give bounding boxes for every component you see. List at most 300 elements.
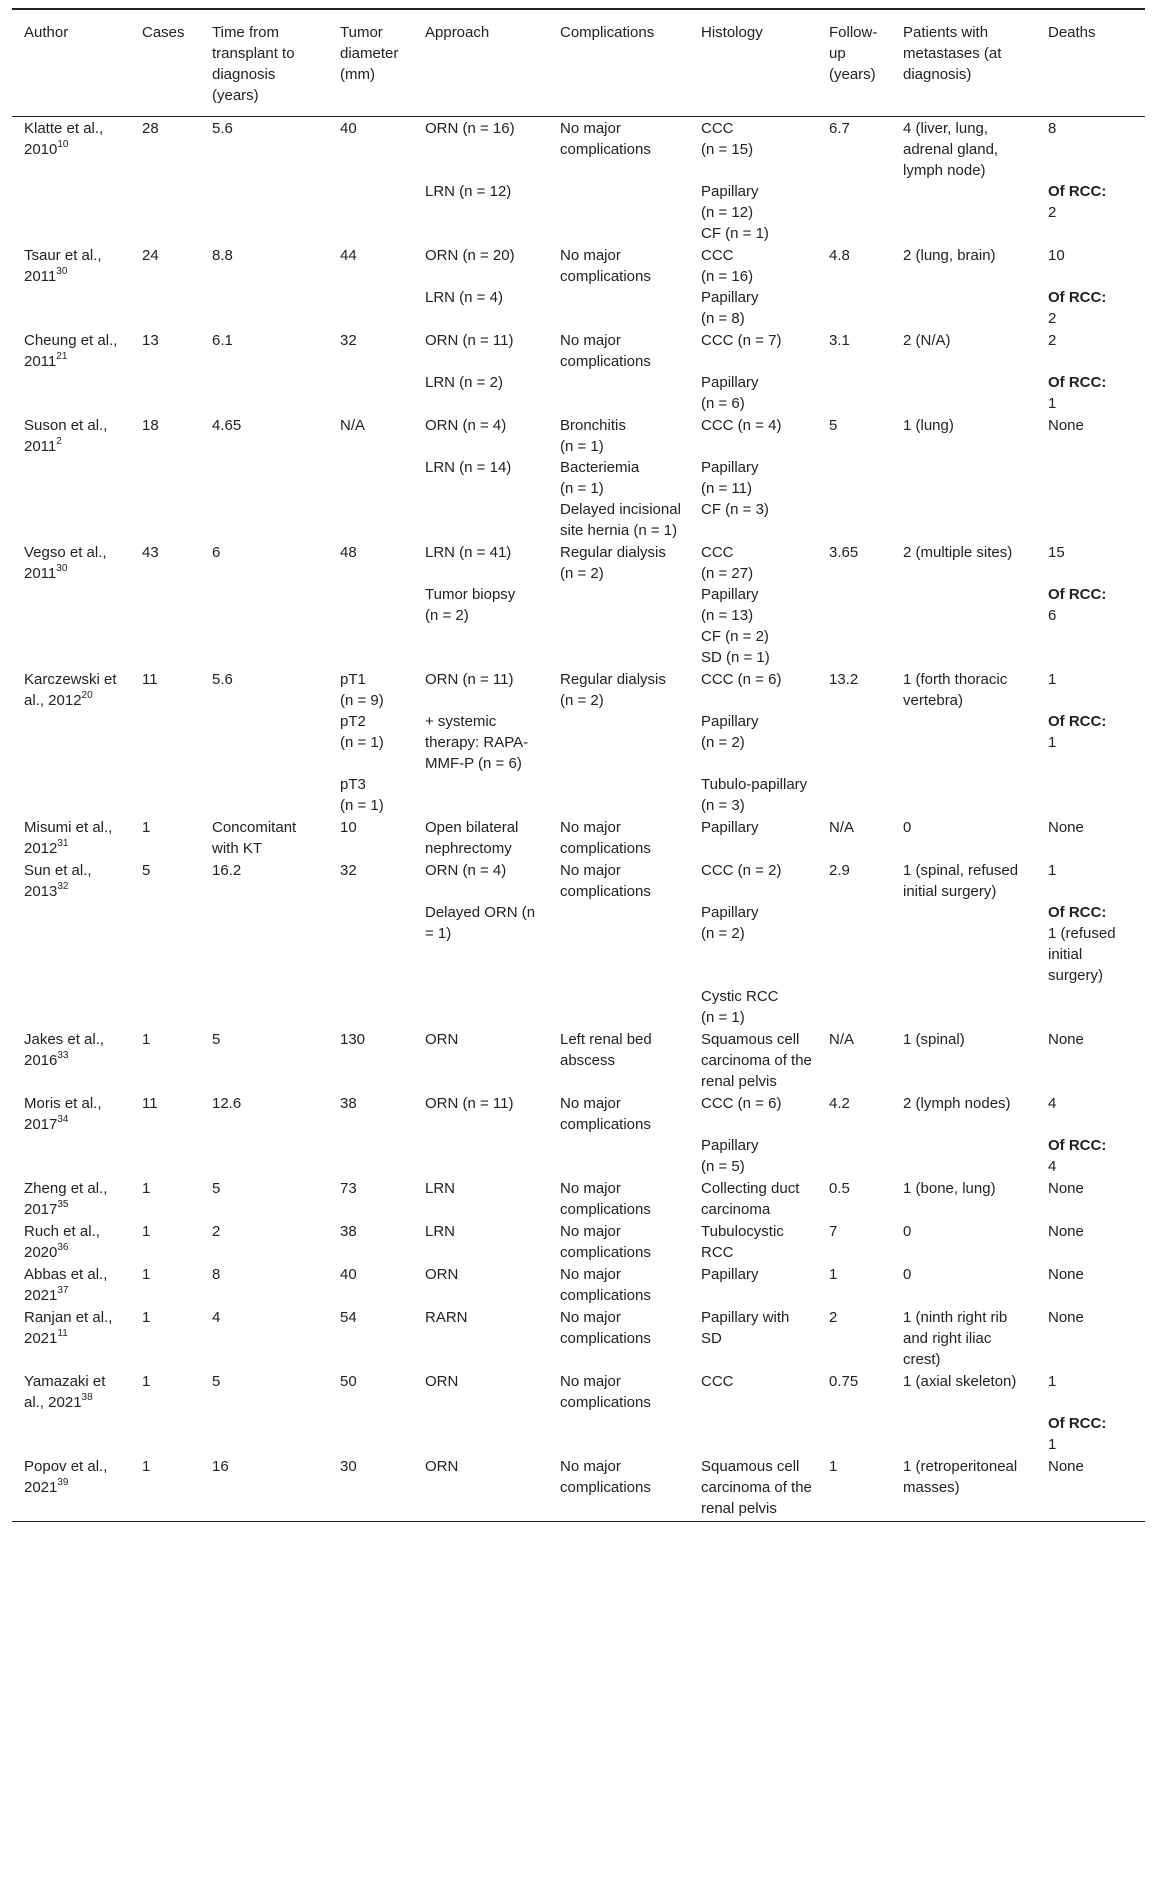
cases-cell: 1 [142, 1180, 151, 1197]
metastases-cell: 0 [903, 819, 912, 836]
approach-cell: Delayed ORN (n = 1) [425, 904, 536, 942]
approach-cell: ORN [425, 1373, 459, 1390]
table-row [12, 816, 1145, 859]
diameter-cell: 130 [340, 1031, 366, 1048]
complications-cell [548, 1135, 689, 1177]
diameter-cell [328, 372, 413, 414]
diameter-cell: N/A [340, 417, 366, 434]
table-row [12, 1028, 1145, 1092]
complications-cell: No major complications [560, 819, 651, 857]
histology-cell: Papillary with SD [701, 1309, 790, 1347]
diameter-cell: pT3 (n = 1) [340, 776, 384, 814]
histology-cell: Tubulo-papillary (n = 3) [701, 776, 808, 814]
diameter-cell: 30 [340, 1458, 357, 1475]
deaths-cell: Of RCC: 1 [1048, 374, 1107, 412]
time-cell: 5 [212, 1373, 221, 1390]
approach-cell: LRN [425, 1180, 456, 1197]
table-row [12, 626, 1145, 668]
follow-up-cell [817, 1413, 891, 1455]
follow-up-cell: 6.7 [829, 120, 850, 137]
metastases-cell [891, 181, 1036, 244]
table-row [12, 1455, 1145, 1522]
metastases-cell: 0 [903, 1223, 912, 1240]
metastases-cell [891, 457, 1036, 541]
author-cell: Popov et al., 2021$^{39}$ [24, 1458, 108, 1496]
approach-cell: LRN (n = 12) [425, 183, 512, 200]
subtotal-label: Of RCC: [1048, 374, 1107, 391]
approach-cell: ORN [425, 1458, 459, 1475]
table-row [12, 902, 1145, 986]
histology-cell: Squamous cell carcinoma of the renal pelvis [701, 1458, 812, 1517]
histology-cell: Collecting duct carcinoma [701, 1180, 800, 1218]
time-cell: 5 [212, 1031, 221, 1048]
time-cell: 8 [212, 1266, 221, 1283]
table-row [12, 1413, 1145, 1455]
histology-cell: CCC [701, 1373, 734, 1390]
deaths-cell: None [1048, 1223, 1084, 1240]
author-cell: Karczewski et al., 2012$^{20}$ [24, 671, 117, 709]
author-cell: Vegso et al., 2011$^{30}$ [24, 544, 107, 582]
complications-cell: No major complications [560, 1309, 651, 1347]
metastases-cell: 2 (multiple sites) [903, 544, 1013, 561]
table-row [12, 1370, 1145, 1413]
table-row [12, 244, 1145, 287]
cases-cell: 18 [142, 417, 159, 434]
metastases-cell: 1 (retroperitoneal masses) [903, 1458, 1018, 1496]
complications-cell [548, 584, 689, 626]
diameter-cell: 54 [340, 1309, 357, 1326]
reference-superscript: 32 [57, 881, 69, 892]
cases-cell: 43 [142, 544, 159, 561]
author-cell [12, 287, 130, 329]
complications-cell [548, 181, 689, 244]
header-metastases: Patients with metastases (at diagnosis) [903, 24, 1002, 83]
histology-cell: CCC (n = 6) [701, 1095, 782, 1112]
author-cell [12, 584, 130, 626]
table-row [12, 1220, 1145, 1263]
diameter-cell [328, 584, 413, 626]
table-row [12, 329, 1145, 372]
follow-up-cell [817, 711, 891, 774]
header-histology: Histology [701, 24, 763, 41]
deaths-cell: 1 [1048, 671, 1057, 688]
cases-cell [130, 287, 200, 329]
complications-cell [548, 626, 689, 668]
complications-cell [548, 1413, 689, 1455]
complications-cell: Regular dialysis (n = 2) [560, 671, 666, 709]
histology-cell: Squamous cell carcinoma of the renal pelvis [701, 1031, 812, 1090]
reference-superscript: 21 [56, 351, 68, 362]
approach-cell: ORN (n = 11) [425, 1095, 514, 1112]
cases-cell [130, 1135, 200, 1177]
follow-up-cell [817, 584, 891, 626]
histology-cell: CCC (n = 15) [701, 120, 754, 158]
diameter-cell: 32 [340, 332, 357, 349]
author-cell [12, 1135, 130, 1177]
diameter-cell [328, 181, 413, 244]
approach-cell [413, 626, 548, 668]
table-row [12, 181, 1145, 244]
cases-cell: 13 [142, 332, 159, 349]
follow-up-cell: N/A [829, 819, 855, 836]
deaths-cell: 1 [1048, 1373, 1057, 1390]
reference-superscript: 33 [57, 1050, 69, 1061]
diameter-cell [328, 457, 413, 541]
deaths-cell: 4 [1048, 1095, 1057, 1112]
histology-cell: Papillary (n = 6) [701, 374, 759, 412]
complications-cell: No major complications [560, 120, 651, 158]
approach-cell: ORN (n = 4) [425, 862, 507, 879]
time-cell [200, 902, 328, 986]
complications-cell [548, 287, 689, 329]
time-cell: 4.65 [212, 417, 242, 434]
follow-up-cell: 4.8 [829, 247, 850, 264]
metastases-cell: 1 (axial skeleton) [903, 1373, 1017, 1390]
time-cell: 6.1 [212, 332, 233, 349]
metastases-cell [891, 1135, 1036, 1177]
complications-cell: No major complications [560, 332, 651, 370]
complications-cell: No major complications [560, 1095, 651, 1133]
reference-superscript: 34 [57, 1114, 69, 1125]
cases-cell [130, 584, 200, 626]
histology-cell: Papillary (n = 2) [701, 713, 759, 751]
deaths-cell: 15 [1048, 544, 1065, 561]
diameter-cell: 40 [340, 120, 357, 137]
approach-cell: LRN [425, 1223, 456, 1240]
reference-superscript: 37 [57, 1285, 69, 1296]
follow-up-cell: 7 [829, 1223, 838, 1240]
header-tumor-diameter: Tumor diameter (mm) [340, 24, 399, 83]
diameter-cell: 50 [340, 1373, 357, 1390]
approach-cell: LRN (n = 2) [425, 374, 503, 391]
approach-cell: ORN [425, 1031, 459, 1048]
metastases-cell: 2 (lymph nodes) [903, 1095, 1011, 1112]
reference-superscript: 39 [57, 1477, 69, 1488]
diameter-cell [328, 986, 413, 1028]
author-cell [12, 372, 130, 414]
time-cell: 5.6 [212, 120, 233, 137]
deaths-cell: None [1048, 1180, 1084, 1197]
histology-cell: CCC (n = 7) [701, 332, 782, 349]
diameter-cell: 73 [340, 1180, 357, 1197]
table-row [12, 414, 1145, 457]
author-cell: Suson et al., 2011$^2$ [24, 417, 108, 455]
diameter-cell [328, 902, 413, 986]
time-cell: 4 [212, 1309, 221, 1326]
approach-cell: ORN (n = 11) [425, 332, 514, 349]
diameter-cell: 10 [340, 819, 357, 836]
subtotal-label: Of RCC: [1048, 586, 1107, 603]
deaths-cell: None [1048, 1266, 1084, 1283]
histology-cell: CCC (n = 4) [701, 417, 782, 434]
histology-cell: CCC (n = 27) [701, 544, 754, 582]
diameter-cell: pT2 (n = 1) [340, 713, 384, 751]
diameter-cell: 40 [340, 1266, 357, 1283]
approach-cell [413, 986, 548, 1028]
follow-up-cell: 1 [829, 1458, 838, 1475]
cases-cell [130, 774, 200, 816]
cases-cell: 1 [142, 1309, 151, 1326]
histology-cell: Papillary (n = 11) CF (n = 3) [701, 459, 769, 518]
reference-superscript: 30 [56, 266, 68, 277]
histology-cell: CCC (n = 16) [701, 247, 754, 285]
subtotal-label: Of RCC: [1048, 183, 1107, 200]
cases-cell [130, 457, 200, 541]
deaths-cell: Of RCC: 1 [1048, 1415, 1107, 1453]
author-cell: Abbas et al., 2021$^{37}$ [24, 1266, 108, 1304]
complications-cell [548, 902, 689, 986]
histology-cell: CCC (n = 2) [701, 862, 782, 879]
table-row [12, 859, 1145, 902]
subtotal-label: Of RCC: [1048, 1415, 1107, 1432]
header-complications: Complications [560, 24, 655, 41]
deaths-cell [1036, 774, 1145, 816]
time-cell: 8.8 [212, 247, 233, 264]
deaths-cell: None [1048, 819, 1084, 836]
deaths-cell: Of RCC: 1 [1048, 713, 1107, 751]
metastases-cell [891, 1413, 1036, 1455]
histology-cell: Papillary (n = 2) [701, 904, 759, 942]
cases-cell [130, 181, 200, 244]
header-follow-up: Follow-up (years) [829, 24, 878, 83]
follow-up-cell [817, 626, 891, 668]
follow-up-cell [817, 287, 891, 329]
deaths-cell: 8 [1048, 120, 1057, 137]
approach-cell [413, 1413, 548, 1455]
author-cell: Sun et al., 2013$^{32}$ [24, 862, 92, 900]
cases-cell: 1 [142, 819, 151, 836]
complications-cell [548, 986, 689, 1028]
header-author: Author [24, 24, 69, 41]
table-row [12, 287, 1145, 329]
cases-cell: 1 [142, 1373, 151, 1390]
diameter-cell [328, 626, 413, 668]
deaths-cell: Of RCC: 1 (refused initial surgery) [1048, 904, 1116, 984]
complications-cell: No major complications [560, 1373, 651, 1411]
table-row [12, 711, 1145, 774]
complications-cell: No major complications [560, 1458, 651, 1496]
author-cell [12, 1413, 130, 1455]
histology-cell: Papillary (n = 5) [701, 1137, 759, 1175]
cases-cell: 24 [142, 247, 159, 264]
deaths-cell: 2 [1048, 332, 1057, 349]
metastases-cell [891, 986, 1036, 1028]
table-row [12, 372, 1145, 414]
follow-up-cell [817, 181, 891, 244]
cases-cell [130, 626, 200, 668]
follow-up-cell: 3.65 [829, 544, 859, 561]
time-cell [200, 584, 328, 626]
approach-cell [413, 774, 548, 816]
approach-cell: ORN (n = 16) [425, 120, 515, 137]
header-row [12, 9, 1145, 117]
time-cell [200, 457, 328, 541]
histology-cell: Papillary [701, 819, 759, 836]
author-cell [12, 457, 130, 541]
table-row [12, 1177, 1145, 1220]
approach-cell: LRN (n = 4) [425, 289, 503, 306]
cases-cell: 5 [142, 862, 151, 879]
follow-up-cell [817, 457, 891, 541]
cases-cell: 11 [142, 671, 158, 688]
metastases-cell [891, 626, 1036, 668]
time-cell [200, 1135, 328, 1177]
table-row [12, 668, 1145, 711]
subtotal-label: Of RCC: [1048, 904, 1107, 921]
author-cell [12, 181, 130, 244]
complications-cell: No major complications [560, 1180, 651, 1218]
time-cell: 16 [212, 1458, 229, 1475]
subtotal-label: Of RCC: [1048, 713, 1107, 730]
complications-cell: No major complications [560, 1223, 651, 1261]
approach-cell: RARN [425, 1309, 468, 1326]
author-cell [12, 626, 130, 668]
approach-cell: ORN (n = 20) [425, 247, 515, 264]
table-row [12, 1306, 1145, 1370]
author-cell: Moris et al., 2017$^{34}$ [24, 1095, 102, 1133]
diameter-cell [328, 1413, 413, 1455]
histology-cell: Tubulocystic RCC [701, 1223, 784, 1261]
time-cell [200, 1413, 328, 1455]
reference-superscript: 31 [57, 838, 69, 849]
follow-up-cell [817, 774, 891, 816]
approach-cell: LRN (n = 41) [425, 544, 512, 561]
deaths-cell: Of RCC: 2 [1048, 289, 1107, 327]
metastases-cell: 1 (bone, lung) [903, 1180, 996, 1197]
time-cell [200, 626, 328, 668]
deaths-cell [1036, 457, 1145, 541]
follow-up-cell [817, 986, 891, 1028]
complications-cell: No major complications [560, 1266, 651, 1304]
reference-superscript: 30 [56, 563, 68, 574]
header-time-to-diagnosis: Time from transplant to diagnosis (years) [212, 24, 295, 104]
follow-up-cell: 2 [829, 1309, 838, 1326]
approach-cell: ORN (n = 11) [425, 671, 514, 688]
approach-cell: LRN (n = 14) [425, 459, 512, 476]
table-row [12, 1263, 1145, 1306]
approach-cell [413, 1135, 548, 1177]
histology-cell: Papillary (n = 13) [701, 586, 759, 624]
cases-cell: 28 [142, 120, 159, 137]
table-row [12, 986, 1145, 1028]
time-cell: 16.2 [212, 862, 242, 879]
approach-cell: Open bilateral nephrectomy [425, 819, 519, 857]
time-cell: 12.6 [212, 1095, 242, 1112]
reference-superscript: 35 [57, 1199, 69, 1210]
cases-cell: 1 [142, 1458, 151, 1475]
follow-up-cell: 0.75 [829, 1373, 859, 1390]
deaths-cell [1036, 986, 1145, 1028]
cases-cell: 1 [142, 1223, 151, 1240]
time-cell [200, 287, 328, 329]
cases-cell: 1 [142, 1266, 151, 1283]
diameter-cell: 48 [340, 544, 357, 561]
time-cell: 2 [212, 1223, 221, 1240]
diameter-cell: pT1 (n = 9) [340, 671, 384, 709]
cases-cell [130, 986, 200, 1028]
metastases-cell: 2 (lung, brain) [903, 247, 996, 264]
deaths-cell: Of RCC: 4 [1048, 1137, 1107, 1175]
table-row [12, 541, 1145, 584]
diameter-cell: 44 [340, 247, 357, 264]
table-row [12, 457, 1145, 541]
complications-cell [548, 711, 689, 774]
author-cell: Zheng et al., 2017$^{35}$ [24, 1180, 108, 1218]
subtotal-label: Of RCC: [1048, 289, 1107, 306]
author-cell: Ranjan et al., 2021$^{11}$ [24, 1309, 113, 1347]
metastases-cell [891, 774, 1036, 816]
complications-cell: Regular dialysis (n = 2) [560, 544, 666, 582]
reference-superscript: 11 [57, 1328, 68, 1339]
histology-cell [689, 1413, 817, 1455]
metastases-cell: 2 (N/A) [903, 332, 951, 349]
deaths-cell: None [1048, 417, 1084, 434]
reference-superscript: 2 [56, 436, 62, 447]
cases-cell [130, 1413, 200, 1455]
follow-up-cell [817, 372, 891, 414]
author-cell: Jakes et al., 2016$^{33}$ [24, 1031, 105, 1069]
complications-cell: No major complications [560, 862, 651, 900]
diameter-cell: 38 [340, 1223, 357, 1240]
cases-cell: 1 [142, 1031, 151, 1048]
time-cell [200, 711, 328, 774]
complications-cell: Bacteriemia (n = 1) Delayed incisional site hernia (n = 1) [560, 459, 681, 539]
time-cell [200, 181, 328, 244]
histology-cell: CF (n = 2) SD (n = 1) [701, 628, 770, 666]
deaths-cell: None [1048, 1309, 1084, 1326]
time-cell [200, 372, 328, 414]
complications-cell: Bronchitis (n = 1) [560, 417, 626, 455]
deaths-cell: 10 [1048, 247, 1065, 264]
header-deaths: Deaths [1048, 24, 1096, 41]
table-row [12, 774, 1145, 816]
metastases-cell: 4 (liver, lung, adrenal gland, lymph node) [903, 120, 999, 179]
metastases-cell: 1 (lung) [903, 417, 954, 434]
histology-cell: Papillary (n = 12) CF (n = 1) [701, 183, 769, 242]
time-cell: 6 [212, 544, 221, 561]
metastases-cell [891, 287, 1036, 329]
histology-cell: Papillary (n = 8) [701, 289, 759, 327]
histology-cell: Cystic RCC (n = 1) [701, 988, 779, 1026]
deaths-cell: 1 [1048, 862, 1057, 879]
author-cell [12, 986, 130, 1028]
reference-superscript: 38 [81, 1392, 93, 1403]
table-body [12, 117, 1145, 1522]
metastases-cell [891, 711, 1036, 774]
follow-up-cell: 1 [829, 1266, 838, 1283]
time-cell [200, 986, 328, 1028]
metastases-cell: 1 (forth thoracic vertebra) [903, 671, 1008, 709]
metastases-cell [891, 372, 1036, 414]
reference-superscript: 10 [57, 139, 69, 150]
author-cell [12, 774, 130, 816]
follow-up-cell: 2.9 [829, 862, 850, 879]
follow-up-cell: 4.2 [829, 1095, 850, 1112]
header-cases: Cases [142, 24, 185, 41]
follow-up-cell: 5 [829, 417, 838, 434]
subtotal-label: Of RCC: [1048, 1137, 1107, 1154]
cases-cell [130, 372, 200, 414]
author-cell [12, 711, 130, 774]
time-cell: 5 [212, 1180, 221, 1197]
metastases-cell [891, 584, 1036, 626]
deaths-cell: None [1048, 1458, 1084, 1475]
table-row [12, 117, 1145, 182]
metastases-cell: 0 [903, 1266, 912, 1283]
metastases-cell: 1 (ninth right rib and right iliac crest) [903, 1309, 1008, 1368]
deaths-cell: None [1048, 1031, 1084, 1048]
table-row [12, 1135, 1145, 1177]
